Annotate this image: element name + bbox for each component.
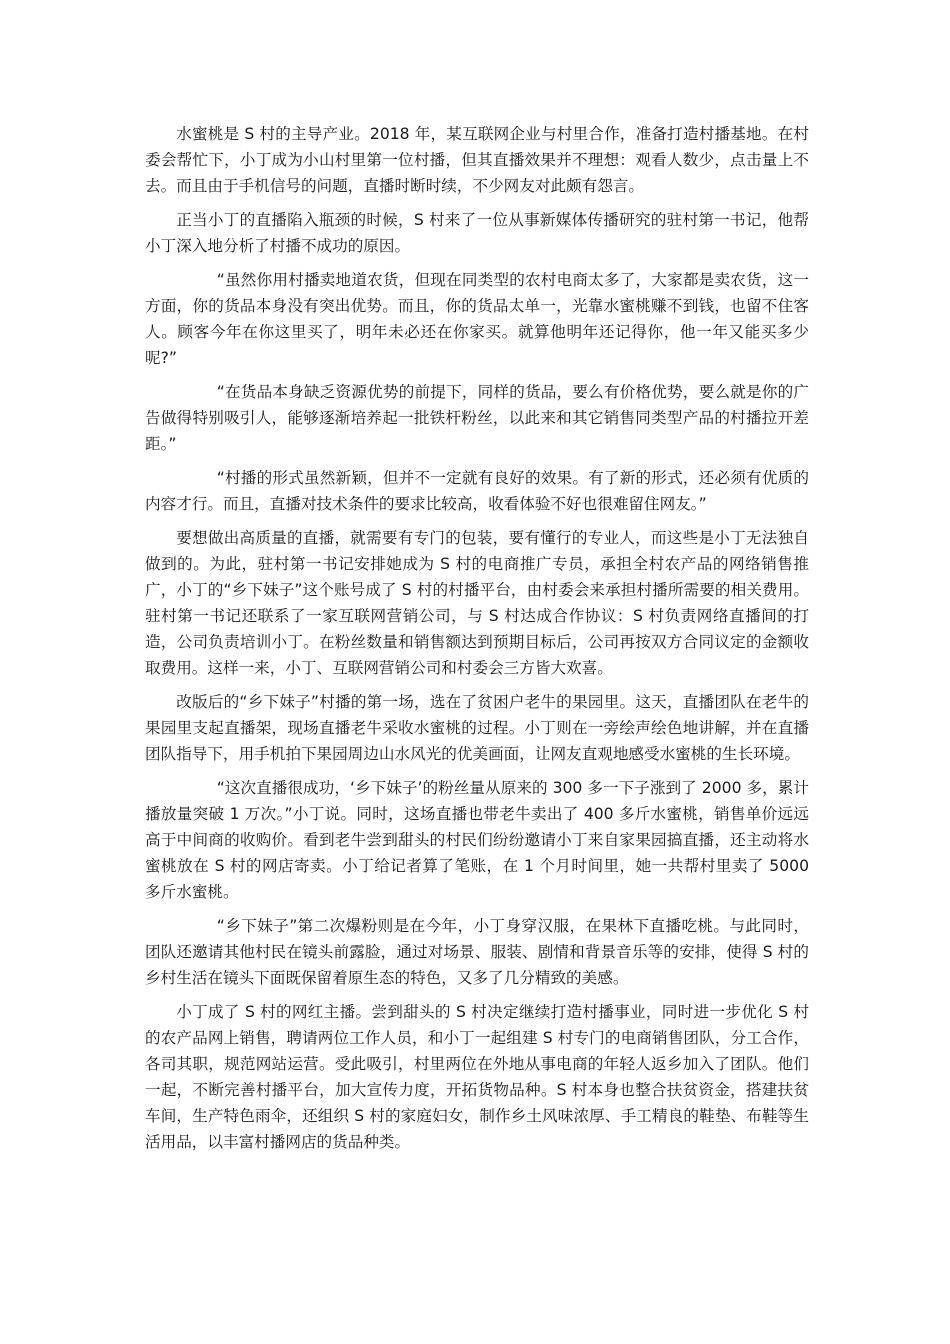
- paragraph-10: 小丁成了 S 村的网红主播。尝到甜头的 S 村决定继续打造村播事业，同时进一步优化 S 村的农产品网上销售，聘请两位工作人员，和小丁一起组建 S 村专门的电商销售团队，分工合作，各司其职，规范网站运营。受此吸引，村里两位在外地从事电商的年轻人返乡加入了团队。他们一起，不断完善村播平台，加大宣传力度，开拓货物品种。S 村本身也整合扶贫资金，搭建扶贫车间，生产特色雨伞，还组织 S 村的家庭妇女，制作乡土风味浓厚、手工精良的鞋垫、布鞋等生活用品，以丰富村播网店的货品种类。: [145, 1003, 809, 1151]
- document-page: [145, 121, 809, 1163]
- paragraph-3-quote: “虽然你用村播卖地道农货，但现在同类型的农村电商太多了，大家都是卖农货，这一方面，你的货品本身没有突出优势。而且，你的货品太单一，光靠水蜜桃赚不到钱，也留不住客人。顾客今年在你这里买了，明年未必还在你家买。就算他明年还记得你，他一年又能买多少呢?”: [145, 271, 809, 367]
- paragraph-8-quote: “这次直播很成功，‘乡下妹子’的粉丝量从原来的 300 多一下子涨到了 2000 多，累计播放量突破 1 万次。”小丁说。同时，这场直播也带老牛卖出了 400 多斤水蜜桃，销售单价远远高于中间商的收购价。看到老牛尝到甜头的村民们纷纷邀请小丁来自家果园搞直播，还主动将水蜜桃放在 S 村的网店寄卖。小丁给记者算了笔账，在 1 个月时间里，她一共帮村里卖了 5000 多斤水蜜桃。: [145, 779, 809, 901]
- paragraph-7: 改版后的“乡下妹子”村播的第一场，选在了贫困户老牛的果园里。这天，直播团队在老牛的果园里支起直播架，现场直播老牛采收水蜜桃的过程。小丁则在一旁绘声绘色地讲解，并在直播团队指导下，用手机拍下果园周边山水风光的优美画面，让网友直观地感受水蜜桃的生长环境。: [145, 693, 809, 763]
- paragraph-2: 正当小丁的直播陷入瓶颈的时候，S 村来了一位从事新媒体传播研究的驻村第一书记，他帮小丁深入地分析了村播不成功的原因。: [145, 211, 809, 255]
- paragraph-9: “乡下妹子”第二次爆粉则是在今年，小丁身穿汉服，在果林下直播吃桃。与此同时，团队还邀请其他村民在镜头前露脸，通过对场景、服装、剧情和背景音乐等的安排，使得 S 村的乡村生活在镜头下面既保留着原生态的特色，又多了几分精致的美感。: [145, 917, 809, 987]
- paragraph-1: 水蜜桃是 S 村的主导产业。2018 年，某互联网企业与村里合作，准备打造村播基地。在村委会帮忙下，小丁成为小山村里第一位村播，但其直播效果并不理想：观看人数少，点击量上不去。而且由于手机信号的问题，直播时断时续，不少网友对此颇有怨言。: [145, 125, 809, 195]
- paragraph-6: 要想做出高质量的直播，就需要有专门的包装，要有懂行的专业人，而这些是小丁无法独自做到的。为此，驻村第一书记安排她成为 S 村的电商推广专员，承担全村农产品的网络销售推广，小丁的“乡下妹子”这个账号成了 S 村的村播平台，由村委会来承担村播所需要的相关费用。驻村第一书记还联系了一家互联网营销公司，与 S 村达成合作协议：S 村负责网络直播间的打造，公司负责培训小丁。在粉丝数量和销售额达到预期目标后，公司再按双方合同议定的金额收取费用。这样一来，小丁、互联网营销公司和村委会三方皆大欢喜。: [145, 529, 809, 677]
- paragraph-4-quote: “在货品本身缺乏资源优势的前提下，同样的货品，要么有价格优势，要么就是你的广告做得特别吸引人，能够逐渐培养起一批铁杆粉丝，以此来和其它销售同类型产品的村播拉开差距。”: [145, 383, 809, 453]
- paragraph-5-quote: “村播的形式虽然新颖，但并不一定就有良好的效果。有了新的形式，还必须有优质的内容才行。而且，直播对技术条件的要求比较高，收看体验不好也很难留住网友。”: [145, 469, 809, 513]
